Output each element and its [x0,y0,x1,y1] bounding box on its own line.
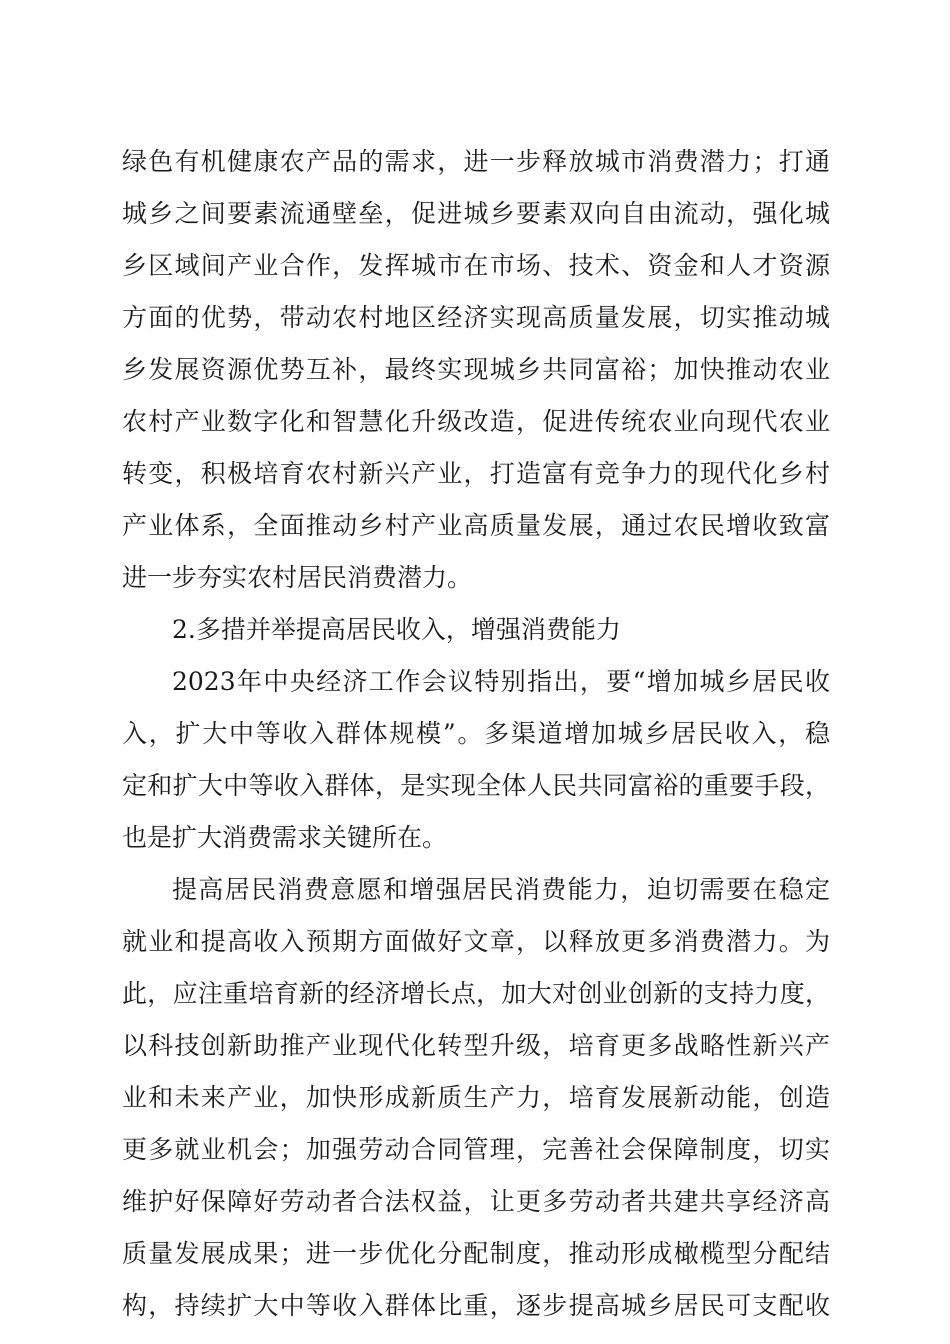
text-line: 也是扩大消费需求关键所在。 [122,823,448,852]
text-line: 此，应注重培育新的经济增长点，加大对创业创新的支持力度， [122,979,830,1008]
text-line: 乡区域间产业合作，发挥城市在市场、技术、资金和人才资源 [122,251,830,280]
text-line: 转变，积极培育农村新兴产业，打造富有竞争力的现代化乡村 [122,459,830,488]
text-line: 以科技创新助推产业现代化转型升级，培育更多战略性新兴产 [122,1031,830,1060]
text-line: 提高居民消费意愿和增强居民消费能力，迫切需要在稳定 [172,875,830,904]
text-line: 进一步夯实农村居民消费潜力。 [122,563,473,592]
text-line: 就业和提高收入预期方面做好文章，以释放更多消费潜力。为 [122,927,830,956]
text-line: 维护好保障好劳动者合法权益，让更多劳动者共建共享经济高 [122,1187,830,1216]
text-line: 农村产业数字化和智慧化升级改造，促进传统农业向现代农业 [122,407,830,436]
text-line: 乡发展资源优势互补，最终实现城乡共同富裕；加快推动农业 [122,355,830,384]
text-line: 2023年中央经济工作会议特别指出，要“增加城乡居民收 [172,667,830,696]
text-line: 业和未来产业，加快形成新质生产力，培育发展新动能，创造 [122,1083,830,1112]
text-line: 方面的优势，带动农村地区经济实现高质量发展，切实推动城 [122,303,830,332]
text-line: 定和扩大中等收入群体，是实现全体人民共同富裕的重要手段， [122,771,830,800]
text-line: 质量发展成果；进一步优化分配制度，推动形成橄榄型分配结 [122,1239,830,1268]
text-line: 更多就业机会；加强劳动合同管理，完善社会保障制度，切实 [122,1135,830,1164]
text-line: 构，持续扩大中等收入群体比重，逐步提高城乡居民可支配收 [122,1291,830,1320]
text-line: 入，扩大中等收入群体规模”。多渠道增加城乡居民收入，稳 [122,719,830,748]
text-line: 城乡之间要素流通壁垒，促进城乡要素双向自由流动，强化城 [122,199,830,228]
section-heading: 2.多措并举提高居民收入，增强消费能力 [172,615,621,644]
text-line: 绿色有机健康农产品的需求，进一步释放城市消费潜力；打通 [122,147,830,176]
text-line: 产业体系，全面推动乡村产业高质量发展，通过农民增收致富 [122,511,830,540]
